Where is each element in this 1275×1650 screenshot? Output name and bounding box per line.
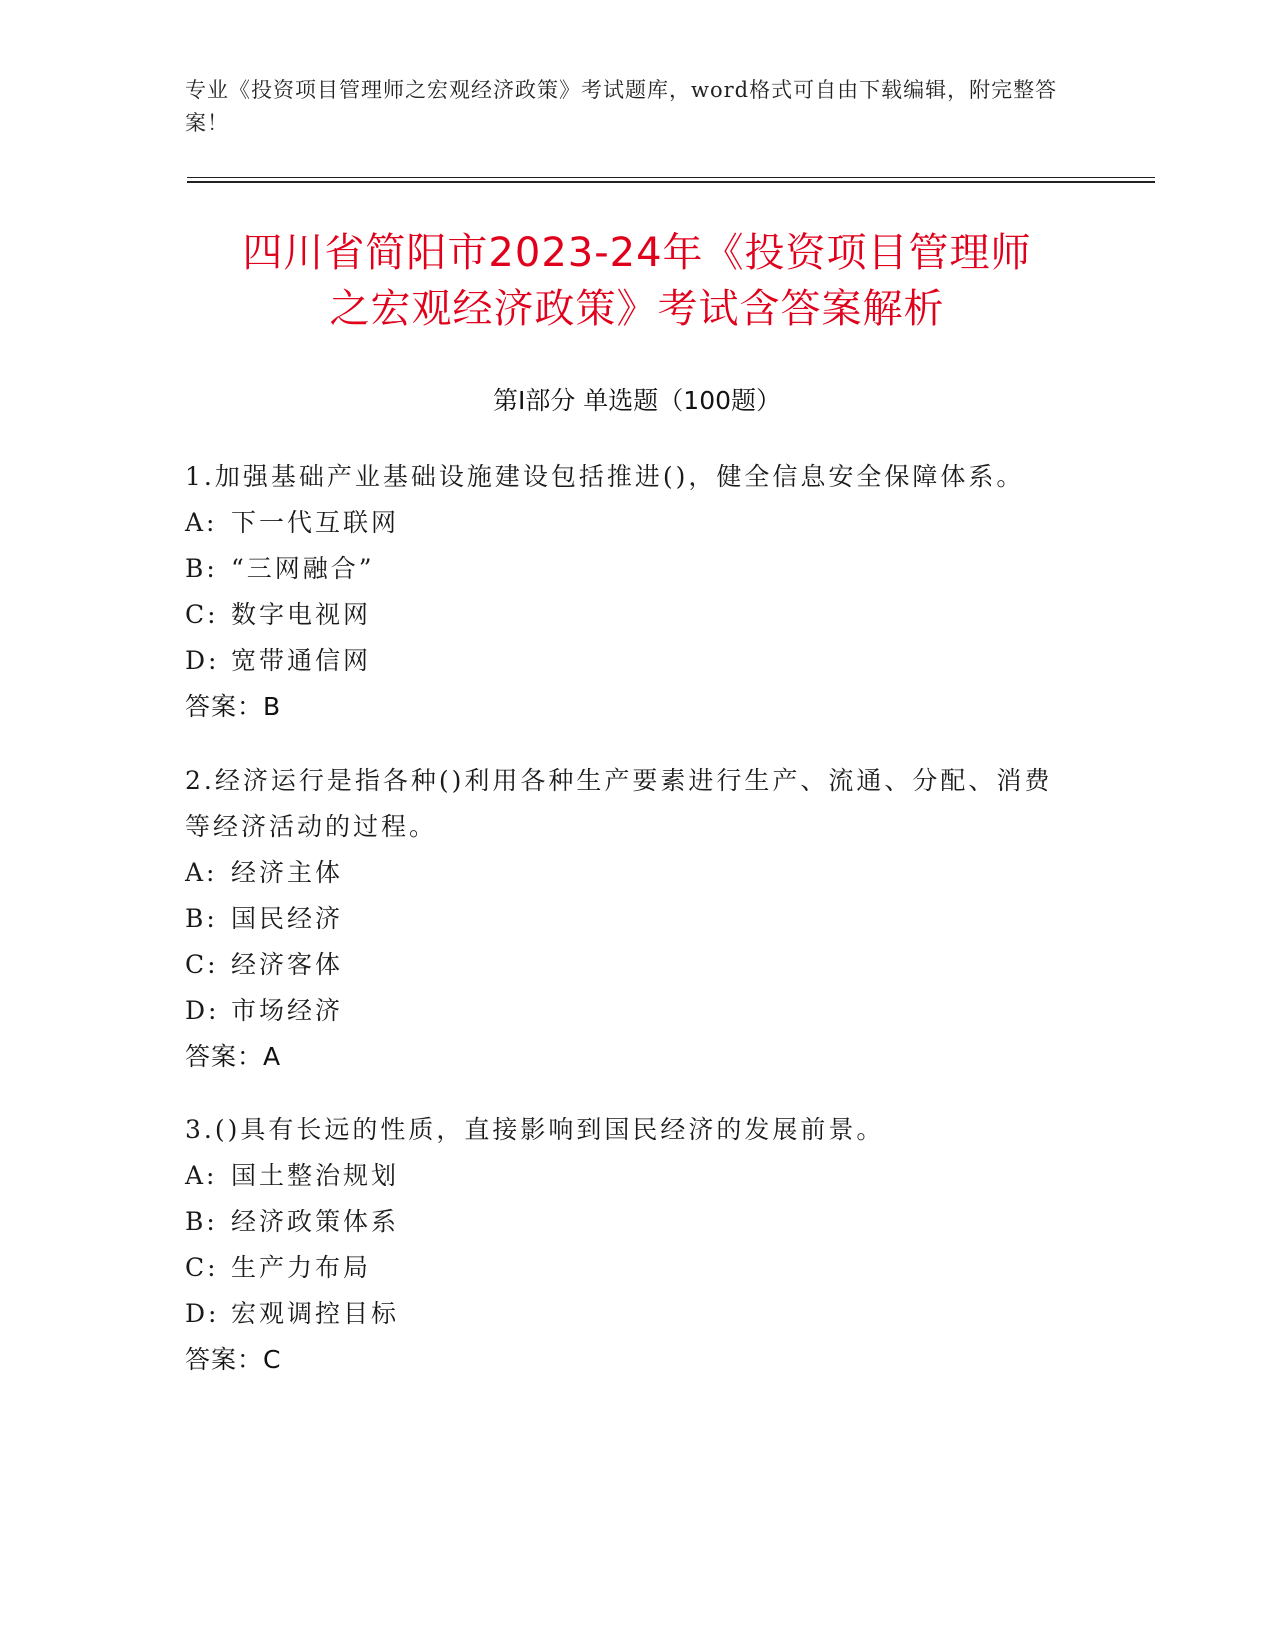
section-title: 第Ⅰ部分 单选题（100题） — [492, 386, 782, 415]
option-key: A: — [185, 858, 218, 887]
option-key: D: — [185, 996, 220, 1025]
option-text: 经济客体 — [231, 950, 344, 979]
answer-line: 答案：B — [185, 692, 282, 721]
option-text: 市场经济 — [231, 996, 344, 1025]
document-title — [187, 225, 1087, 337]
document-title-line-2: 之宏观经济政策》考试含答案解析 — [329, 286, 945, 332]
option-key: C: — [185, 1253, 219, 1282]
question-3 — [185, 1107, 1065, 1383]
option-a — [185, 500, 1065, 546]
option-text: 数字电视网 — [231, 600, 372, 629]
option-b — [185, 1199, 1065, 1245]
option-b — [185, 896, 1065, 942]
option-key: B: — [185, 554, 218, 583]
question-stem: 3.()具有长远的性质，直接影响到国民经济的发展前景。 — [185, 1115, 885, 1144]
option-key: B: — [185, 1207, 218, 1236]
option-key: D: — [185, 646, 220, 675]
question-1 — [185, 454, 1065, 730]
option-d — [185, 1291, 1065, 1337]
question-stem: 2.经济运行是指各种()利用各种生产要素进行生产、流通、分配、消费等经济活动的过程。 — [185, 766, 1053, 841]
header-note: 专业《投资项目管理师之宏观经济政策》考试题库，word格式可自由下载编辑，附完整答案！ — [185, 78, 1058, 135]
option-key: C: — [185, 600, 219, 629]
option-text: 经济政策体系 — [231, 1207, 400, 1236]
option-d — [185, 988, 1065, 1034]
question-2 — [185, 758, 1065, 1080]
option-text: 国土整治规划 — [231, 1161, 400, 1190]
option-c — [185, 942, 1065, 988]
answer-line: 答案：C — [185, 1345, 282, 1374]
option-key: C: — [185, 950, 219, 979]
header-divider-thin — [187, 177, 1155, 178]
option-text: “三网融合” — [231, 554, 375, 583]
option-key: B: — [185, 904, 218, 933]
option-c — [185, 592, 1065, 638]
option-text: 经济主体 — [231, 858, 344, 887]
option-text: 生产力布局 — [231, 1253, 372, 1282]
option-text: 下一代互联网 — [231, 508, 400, 537]
option-b — [185, 546, 1065, 592]
option-text: 宽带通信网 — [231, 646, 372, 675]
option-text: 国民经济 — [231, 904, 344, 933]
option-key: A: — [185, 1161, 218, 1190]
option-a — [185, 1153, 1065, 1199]
header-divider-thick — [187, 181, 1155, 183]
option-d — [185, 638, 1065, 684]
option-text: 宏观调控目标 — [231, 1299, 400, 1328]
option-a — [185, 850, 1065, 896]
question-stem: 1.加强基础产业基础设施建设包括推进()，健全信息安全保障体系。 — [185, 462, 1025, 491]
option-c — [185, 1245, 1065, 1291]
document-title-line-1: 四川省简阳市2023-24年《投资项目管理师 — [242, 230, 1032, 276]
option-key: A: — [185, 508, 218, 537]
answer-line: 答案：A — [185, 1042, 282, 1071]
option-key: D: — [185, 1299, 220, 1328]
